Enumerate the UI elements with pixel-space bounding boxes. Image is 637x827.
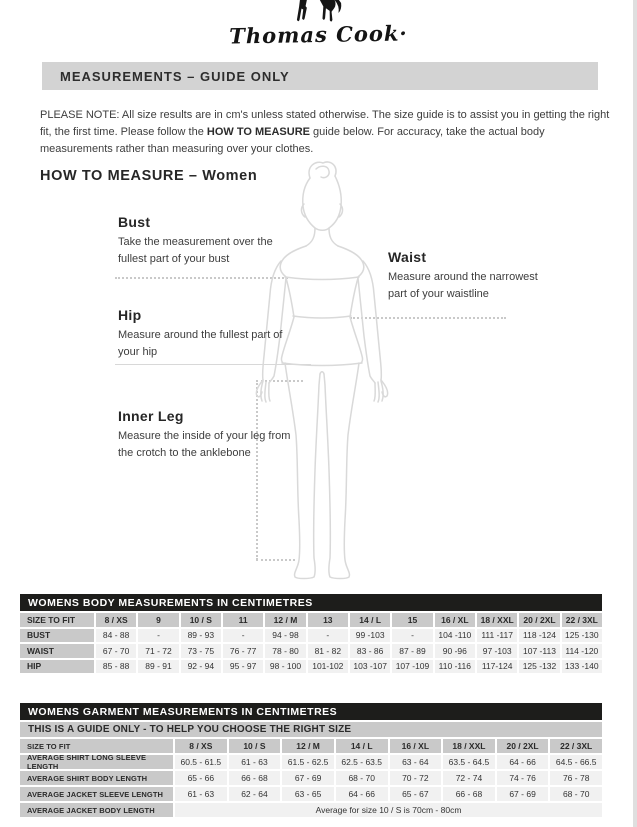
- measurement-value: 61 - 63: [175, 787, 227, 801]
- measurement-value: -: [308, 629, 348, 643]
- measurement-value: 61 - 63: [229, 755, 281, 769]
- measurement-value: 78 - 80: [265, 644, 305, 658]
- measurement-value: -: [392, 629, 432, 643]
- measurement-value: 89 - 93: [181, 629, 221, 643]
- measurement-value: 118 -124: [519, 629, 559, 643]
- measurement-value: 65 - 66: [175, 771, 227, 785]
- measurement-value: 97 -103: [477, 644, 517, 658]
- measurement-value: 117-124: [477, 660, 517, 674]
- hip-description: Measure around the fullest part of your hip: [118, 329, 283, 358]
- measurement-value: 125 -132: [519, 660, 559, 674]
- measurement-value: 67 - 69: [282, 771, 334, 785]
- size-column-header: 8 / XS: [96, 613, 136, 627]
- measurement-value: 67 - 69: [497, 787, 549, 801]
- measurement-value: 133 -140: [562, 660, 602, 674]
- page-title: MEASUREMENTS – GUIDE ONLY: [60, 68, 290, 84]
- measurement-value: 73 - 75: [181, 644, 221, 658]
- how-to-measure-heading: HOW TO MEASURE – Women: [40, 168, 258, 184]
- size-column-header: 12 / M: [265, 613, 305, 627]
- measurement-value: 90 -96: [435, 644, 475, 658]
- size-column-header: 20 / 2XL: [497, 739, 549, 753]
- measurement-value: 76 - 78: [550, 771, 602, 785]
- measurement-value: 99 -103: [350, 629, 390, 643]
- measurement-value: 107 -113: [519, 644, 559, 658]
- measurement-value: 103 -107: [350, 660, 390, 674]
- size-column-header: 16 / XL: [390, 739, 442, 753]
- hip-annotation: [118, 307, 293, 361]
- size-to-fit-header: SIZE TO FIT: [20, 613, 94, 627]
- inner-leg-description: Measure the inside of your leg from the crotch to the anklebone: [118, 430, 291, 459]
- measurement-value: 76 - 77: [223, 644, 263, 658]
- measurement-value: 98 - 100: [265, 660, 305, 674]
- please-note-text: PLEASE NOTE: All size results are in cm's unless stated otherwise. The size guide is to assist you in getting the right fit, the first time. Please follow the HOW TO MEASURE guide below. For accuracy, take the actual body measurements rather than measuring over your clothes.: [40, 109, 610, 155]
- measurement-value: 83 - 86: [350, 644, 390, 658]
- waist-description: Measure around the narrowest part of your waistline: [388, 271, 538, 300]
- hip-title: Hip: [118, 307, 142, 323]
- measurement-value: 95 - 97: [223, 660, 263, 674]
- size-column-header: 13: [308, 613, 348, 627]
- size-column-header: 18 / XXL: [443, 739, 495, 753]
- measurement-value: 89 - 91: [138, 660, 178, 674]
- measurement-value: -: [138, 629, 178, 643]
- inner-leg-annotation: [118, 408, 303, 462]
- measurement-value: 104 -110: [435, 629, 475, 643]
- size-column-header: 22 / 3XL: [550, 739, 602, 753]
- size-column-header: 10 / S: [181, 613, 221, 627]
- row-label: BUST: [20, 629, 94, 643]
- garment-table-title: WOMENS GARMENT MEASUREMENTS IN CENTIMETRES: [20, 703, 602, 720]
- measurement-value: 114 -120: [562, 644, 602, 658]
- measurement-value: 64.5 - 66.5: [550, 755, 602, 769]
- size-to-fit-header: SIZE TO FIT: [20, 739, 173, 753]
- inner-leg-title: Inner Leg: [118, 408, 184, 424]
- size-column-header: 11: [223, 613, 263, 627]
- measurement-value: 61.5 - 62.5: [282, 755, 334, 769]
- measurement-value: 92 - 94: [181, 660, 221, 674]
- size-column-header: 9: [138, 613, 178, 627]
- row-label: AVERAGE JACKET BODY LENGTH: [20, 803, 173, 817]
- body-table-grid: [20, 613, 602, 673]
- measurement-value: 84 - 88: [96, 629, 136, 643]
- size-column-header: 14 / L: [336, 739, 388, 753]
- measurement-span-value: Average for size 10 / S is 70cm - 80cm: [175, 803, 602, 817]
- measurement-value: 68 - 70: [336, 771, 388, 785]
- measurement-value: 66 - 68: [443, 787, 495, 801]
- how-to-measure-section: [0, 160, 637, 594]
- measurement-value: 70 - 72: [390, 771, 442, 785]
- size-column-header: 20 / 2XL: [519, 613, 559, 627]
- row-label: AVERAGE SHIRT LONG SLEEVE LENGTH: [20, 755, 173, 769]
- size-column-header: 18 / XXL: [477, 613, 517, 627]
- measurement-value: 63 - 65: [282, 787, 334, 801]
- size-column-header: 15: [392, 613, 432, 627]
- thomas-cook-logo: [0, 0, 637, 47]
- bust-description: Take the measurement over the fullest part of your bust: [118, 236, 273, 265]
- row-label: AVERAGE JACKET SLEEVE LENGTH: [20, 787, 173, 801]
- measurement-value: 63.5 - 64.5: [443, 755, 495, 769]
- row-label: AVERAGE SHIRT BODY LENGTH: [20, 771, 173, 785]
- body-table-title: WOMENS BODY MEASUREMENTS IN CENTIMETRES: [20, 594, 602, 611]
- measurement-value: 64 - 66: [497, 755, 549, 769]
- measurement-value: 68 - 70: [550, 787, 602, 801]
- size-column-header: 8 / XS: [175, 739, 227, 753]
- measurement-value: 94 - 98: [265, 629, 305, 643]
- measurement-value: 63 - 64: [390, 755, 442, 769]
- row-label: WAIST: [20, 644, 94, 658]
- brand-script: Thomas Cook·: [229, 20, 408, 49]
- measurement-value: 87 - 89: [392, 644, 432, 658]
- measurement-value: 67 - 70: [96, 644, 136, 658]
- measurement-value: 107 -109: [392, 660, 432, 674]
- measurement-value: 85 - 88: [96, 660, 136, 674]
- garment-table-grid: [20, 739, 602, 817]
- measurement-value: 81 - 82: [308, 644, 348, 658]
- row-label: HIP: [20, 660, 94, 674]
- bust-title: Bust: [118, 214, 151, 230]
- measurement-value: 125 -130: [562, 629, 602, 643]
- waist-title: Waist: [388, 249, 427, 265]
- bust-annotation: [118, 214, 293, 268]
- garment-measurements-table: [20, 703, 602, 817]
- size-column-header: 22 / 3XL: [562, 613, 602, 627]
- size-column-header: 10 / S: [229, 739, 281, 753]
- measurement-value: 111 -117: [477, 629, 517, 643]
- measurement-value: 101-102: [308, 660, 348, 674]
- measurement-value: 71 - 72: [138, 644, 178, 658]
- measurement-value: 65 - 67: [390, 787, 442, 801]
- measurement-value: 66 - 68: [229, 771, 281, 785]
- measurement-value: 62.5 - 63.5: [336, 755, 388, 769]
- size-column-header: 14 / L: [350, 613, 390, 627]
- measurements-title-bar: [42, 62, 598, 90]
- body-measurements-table: [20, 594, 602, 673]
- waist-annotation: [388, 249, 553, 303]
- measurement-value: 110 -116: [435, 660, 475, 674]
- measurement-value: -: [223, 629, 263, 643]
- measurement-value: 60.5 - 61.5: [175, 755, 227, 769]
- measurement-value: 62 - 64: [229, 787, 281, 801]
- size-column-header: 16 / XL: [435, 613, 475, 627]
- size-column-header: 12 / M: [282, 739, 334, 753]
- measurement-value: 72 - 74: [443, 771, 495, 785]
- measurement-value: 64 - 66: [336, 787, 388, 801]
- garment-table-subtitle: THIS IS A GUIDE ONLY - TO HELP YOU CHOOSE THE RIGHT SIZE: [20, 722, 602, 737]
- measurement-value: 74 - 76: [497, 771, 549, 785]
